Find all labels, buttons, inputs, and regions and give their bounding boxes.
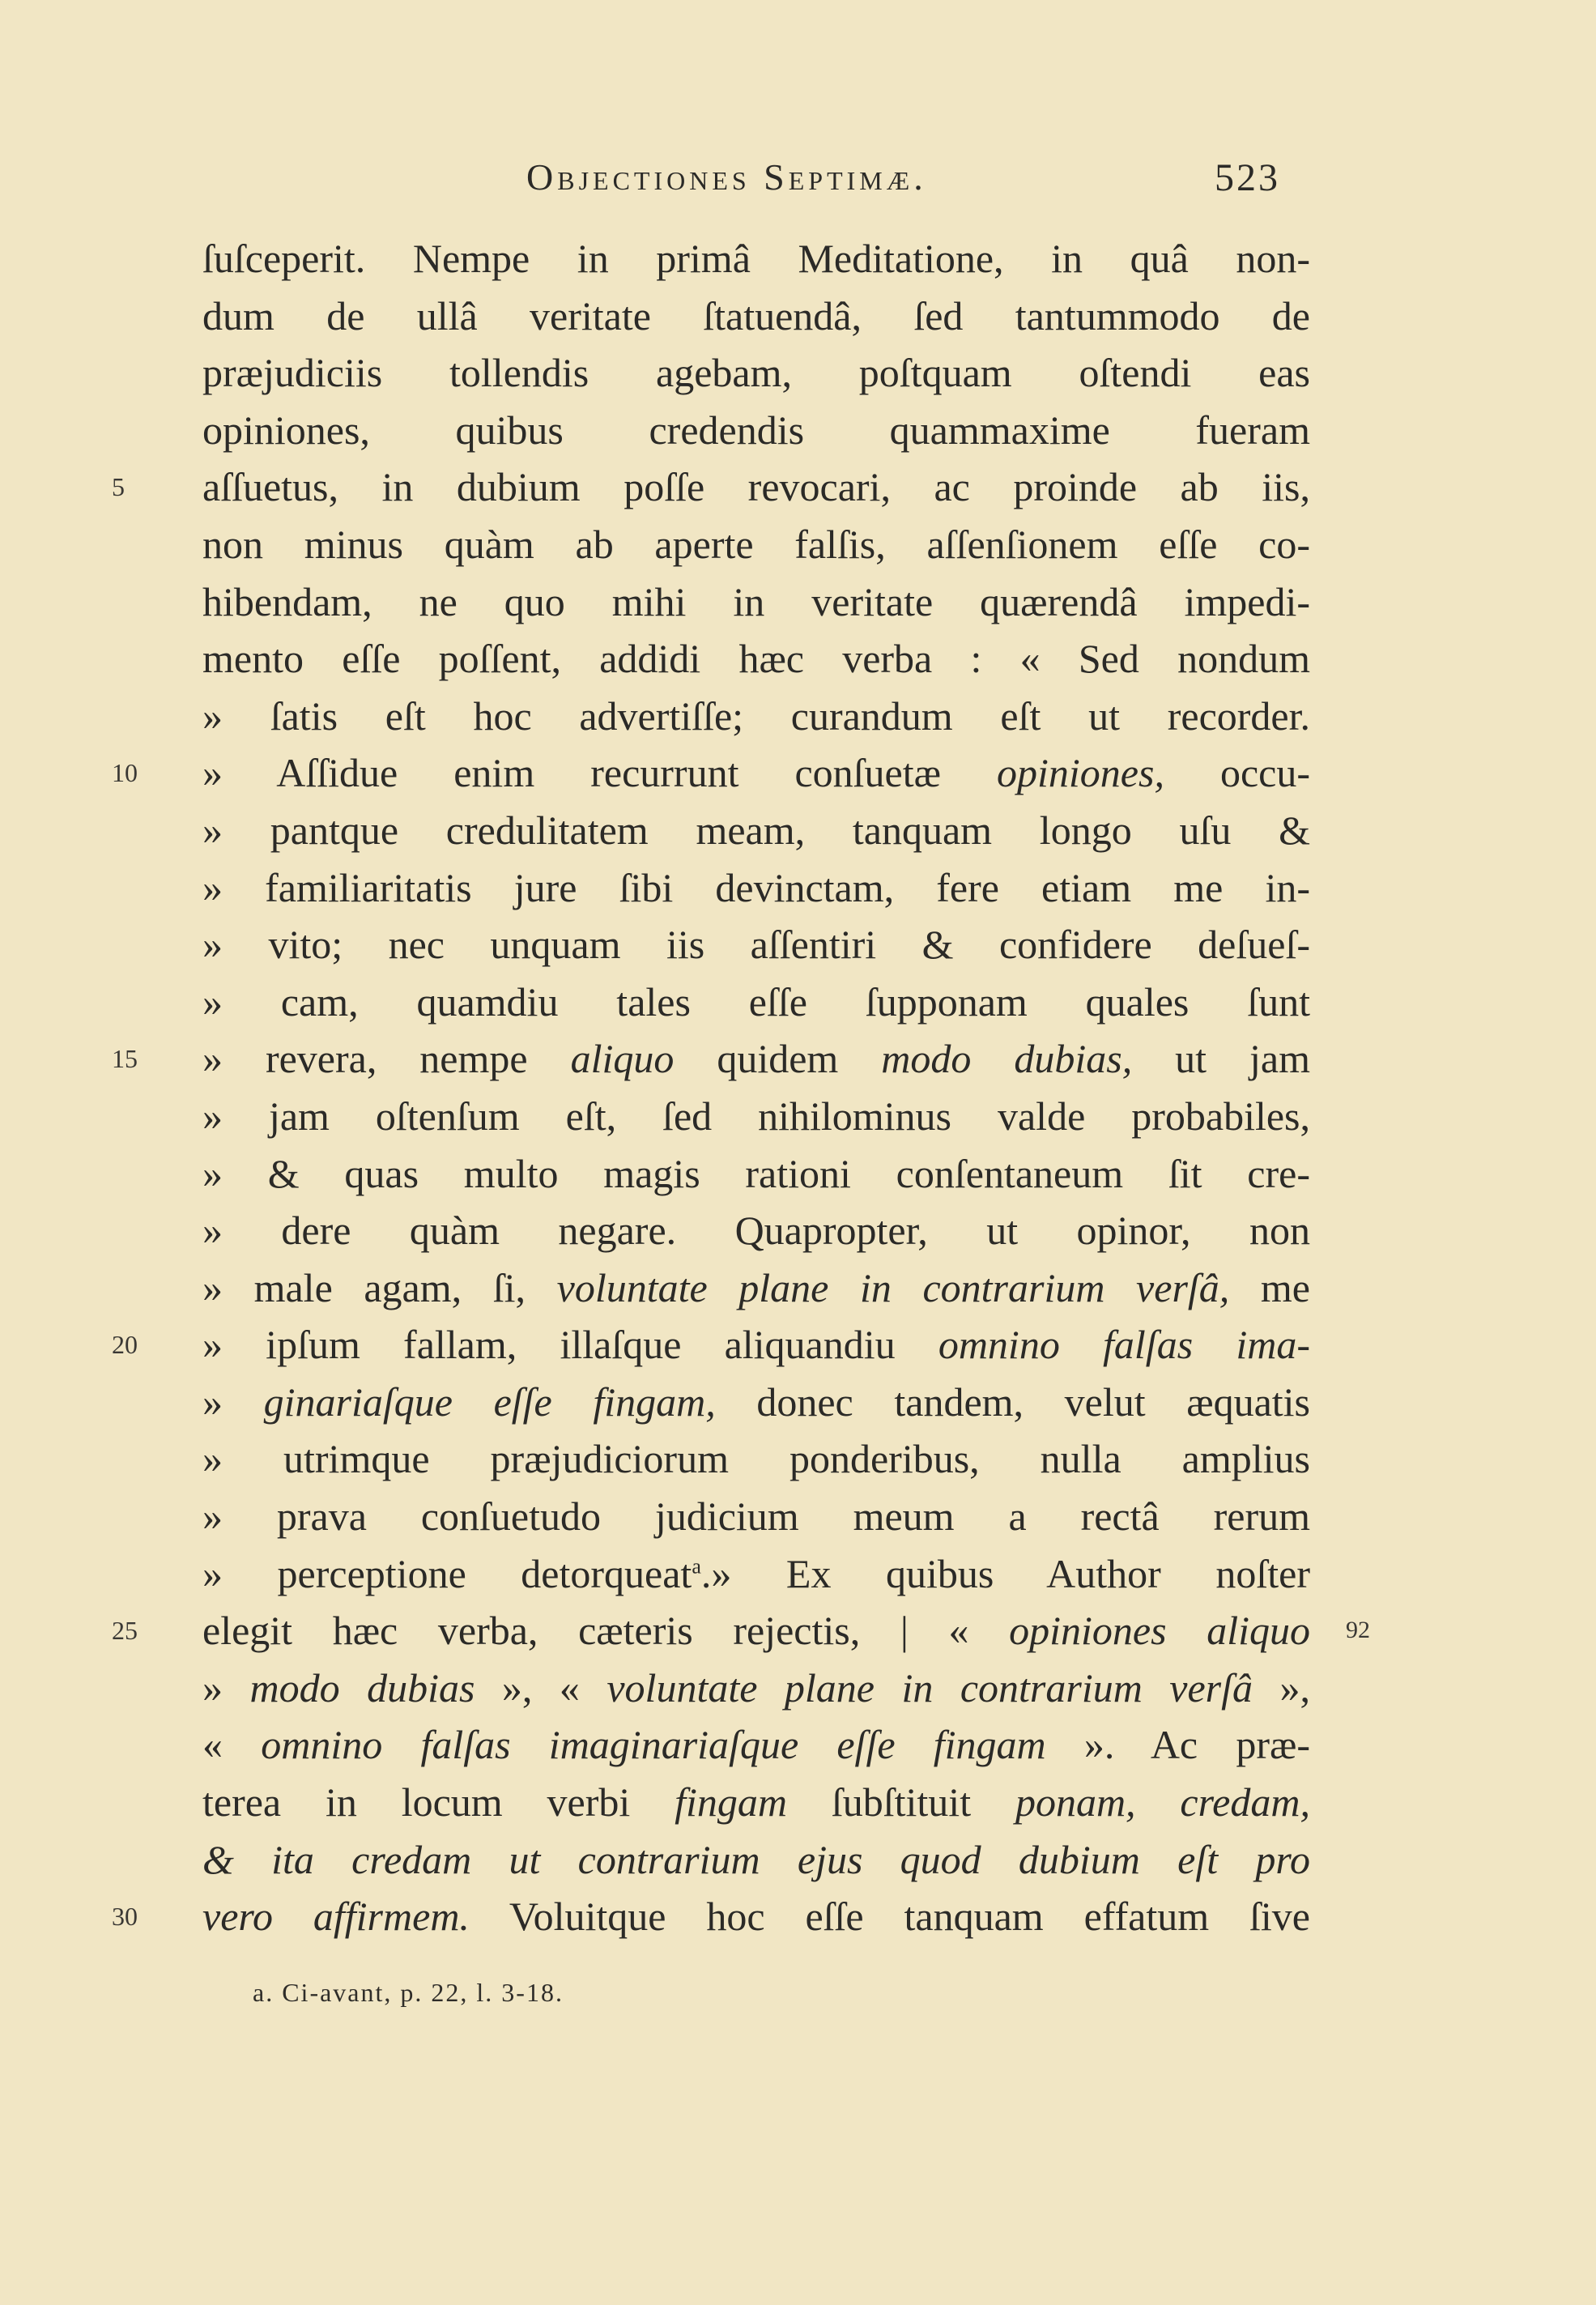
line-number: 10 <box>112 758 138 788</box>
text-line: hibendam, ne quo mihi in veritate quærendâ impedi- <box>202 578 1310 624</box>
page-number: 523 <box>1215 156 1280 199</box>
line-number: 20 <box>112 1330 138 1360</box>
text-line: » perceptione detorqueat$^a$.» Ex quibus Author noſter <box>202 1550 1310 1596</box>
text-line: » & quas multo magis rationi conſentaneum ſit cre- <box>202 1150 1310 1196</box>
text-line: » vito; nec unquam iis aſſentiri & confidere deſueſ- <box>202 922 1310 968</box>
text-line: » pantque credulitatem meam, tanquam longo uſu & <box>202 807 1310 853</box>
text-line: » utrimque præjudiciorum ponderibus, nulla amplius <box>202 1436 1310 1482</box>
text-line: 15 » revera, nempe aliquo quidem modo dubias, ut jam <box>202 1030 1310 1088</box>
line-number: 30 <box>112 1902 138 1932</box>
text-line: » modo dubias », « voluntate plane in contrarium verſâ », <box>202 1664 1311 1711</box>
text-line: & ita credam ut contrarium ejus quod dubium eſt pro <box>202 1836 1310 1882</box>
text-line: » jam oſtenſum eſt, ſed nihilominus valde probabiles, <box>202 1093 1310 1139</box>
text-line: non minus quàm ab aperte falſis, aſſenſionem eſſe co- <box>202 521 1310 567</box>
line-number: 5 <box>112 472 125 502</box>
text-line: præjudiciis tollendis agebam, poſtquam oſtendi eas <box>202 350 1310 396</box>
text-line: opiniones, quibus credendis quammaxime fueram <box>202 407 1310 453</box>
text-line: » dere quàm negare. Quapropter, ut opinor, non <box>202 1208 1310 1254</box>
body-text <box>112 230 1370 1945</box>
footnote: a. Ci-avant, p. 22, l. 3-18. <box>253 1978 564 2007</box>
text-line: 5 aſſuetus, in dubium poſſe revocari, ac proinde ab iis, <box>202 458 1310 516</box>
running-title: Objectiones Septimæ. <box>526 156 927 198</box>
margin-page-reference: 92 <box>1346 1617 1370 1644</box>
line-number: 15 <box>112 1044 138 1074</box>
text-line: » ſatis eſt hoc advertiſſe; curandum eſt ut recorder. <box>202 692 1310 739</box>
text-line: 10 » Aſſidue enim recurrunt conſuetæ opiniones, occu- <box>202 744 1310 802</box>
text-line: » prava conſuetudo judicium meum a rectâ rerum <box>202 1493 1310 1540</box>
text-line: » cam, quamdiu tales eſſe ſupponam quales ſunt <box>202 978 1310 1025</box>
text-line: 20 » ipſum fallam, illaſque aliquandiu omnino falſas ima- <box>202 1316 1310 1374</box>
text-line: 30 vero affirmem. Voluitque hoc eſſe tanquam effatum ſive <box>202 1888 1310 1945</box>
text-line: » familiaritatis jure ſibi devinctam, fere etiam me in- <box>202 864 1310 910</box>
text-line: 25 elegit hæc verba, cæteris rejectis, | « opiniones aliquo 92 <box>202 1602 1310 1660</box>
text-line: ſuſceperit. Nempe in primâ Meditatione, in quâ non- <box>202 236 1310 281</box>
text-line: dum de ullâ veritate ſtatuendâ, ſed tantummodo de <box>202 292 1310 339</box>
text-line: mento eſſe poſſent, addidi hæc verba : « Sed nondum <box>202 636 1310 682</box>
page-header <box>0 156 1596 212</box>
text-line: » ginariaſque eſſe fingam, donec tandem, velut æquatis <box>202 1378 1311 1425</box>
text-line: « omnino falſas imaginariaſque eſſe fingam ». Ac præ- <box>202 1722 1310 1768</box>
text-line: terea in locum verbi fingam ſubſtituit ponam, credam, <box>202 1779 1310 1826</box>
line-number: 25 <box>112 1616 138 1646</box>
text-line: » male agam, ſi, voluntate plane in contrarium verſâ, me <box>202 1264 1310 1310</box>
